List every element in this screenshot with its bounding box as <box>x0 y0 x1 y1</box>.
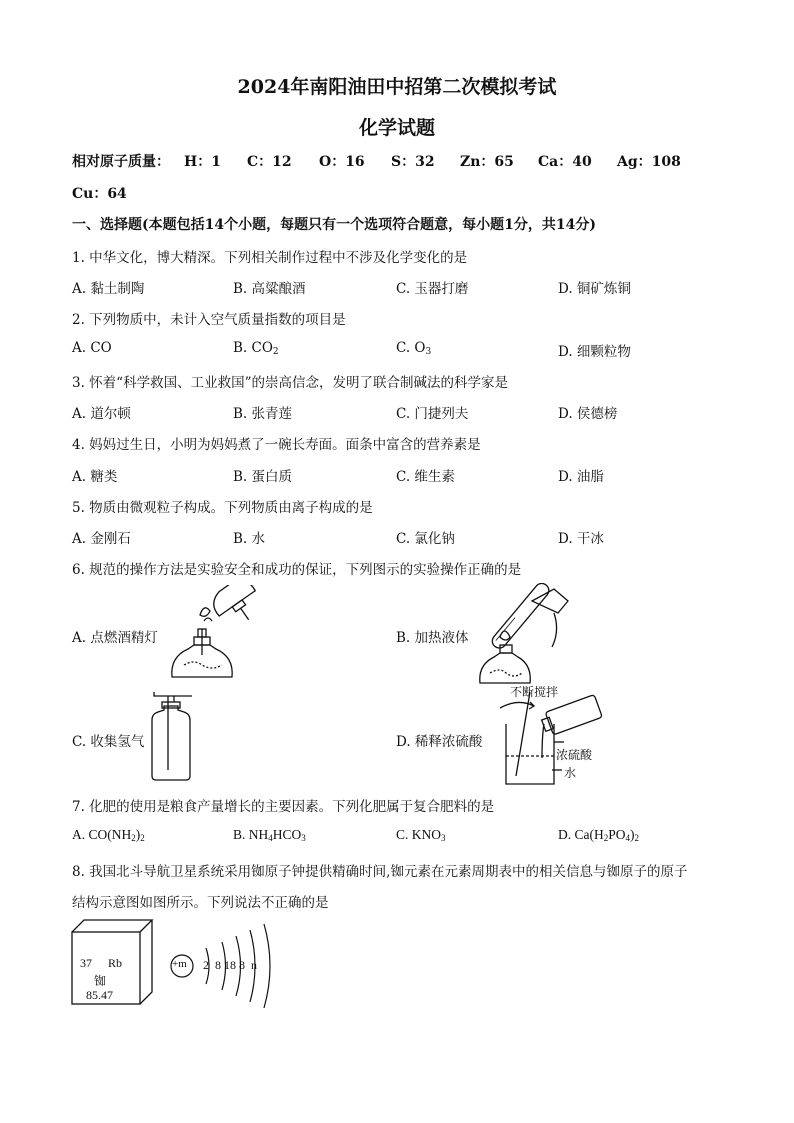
q7-option-b: B. $NH_4HCO_3$ <box>233 827 306 843</box>
question-3-stem: 3. 怀着“科学救国、工业救国”的崇高信念，发明了联合制碱法的科学家是 <box>72 375 508 391</box>
q5-option-a: A. 金刚石 <box>72 531 131 547</box>
atom-shells: 2 8 18 8 n <box>203 958 257 972</box>
q7-option-d: D. $Ca(H_2PO_4)_2$ <box>558 827 640 843</box>
q4-option-b: B. 蛋白质 <box>233 469 293 485</box>
exam-title: 2024年南阳油田中招第二次模拟考试 <box>237 76 557 98</box>
exam-subject: 化学试题 <box>358 117 435 139</box>
question-4-stem: 4. 妈妈过生日，小明为妈妈煮了一碗长寿面。面条中富含的营养素是 <box>72 437 481 453</box>
question-6-stem: 6. 规范的操作方法是实验安全和成功的保证，下列图示的实验操作正确的是 <box>72 562 522 578</box>
question-8-stem: 8. 我国北斗导航卫星系统采用铷原子钟提供精确时间,铷元素在元素周期表中的相关信息与铷原子的原子 <box>72 864 688 880</box>
question-8-stem-2: 结构示意图如图所示。下列说法不正确的是 <box>72 895 329 911</box>
figure-lighting-lamp <box>160 585 280 685</box>
q4-option-c: C. 维生素 <box>396 469 455 485</box>
element-symbol: Rb <box>108 956 123 970</box>
q1-option-d: D. 铜矿炼铜 <box>558 281 631 297</box>
question-7-stem: 7. 化肥的使用是粮食产量增长的主要因素。下列化肥属于复合肥料的是 <box>72 799 495 815</box>
q7-option-c: C. $KNO_3$ <box>396 827 446 843</box>
q6-option-c: C. 收集氢气 <box>72 734 145 750</box>
q6-option-b: B. 加热液体 <box>396 630 469 646</box>
question-1-stem: 1. 中华文化，博大精深。下列相关制作过程中不涉及化学变化的是 <box>72 250 468 266</box>
label-stir: 不断搅拌 <box>510 685 559 699</box>
q6-option-a: A. 点燃酒精灯 <box>72 630 158 646</box>
figure-collect-hydrogen <box>148 690 198 782</box>
q2-option-a: A. CO <box>72 340 112 356</box>
atomic-mass-cu: Cu：64 <box>72 186 127 202</box>
atomic-mass-o: O：16 <box>319 154 365 170</box>
atomic-mass-ag: Ag：108 <box>617 154 681 170</box>
q2-option-d: D. 细颗粒物 <box>558 344 631 360</box>
atomic-mass-zn: Zn：65 <box>460 154 514 170</box>
label-concentrated-acid: 浓硫酸 <box>556 748 593 762</box>
q1-option-c: C. 玉器打磨 <box>396 281 469 297</box>
q3-option-a: A. 道尔顿 <box>72 406 131 422</box>
q4-option-a: A. 糖类 <box>72 469 118 485</box>
figure-heating-liquid <box>470 583 580 688</box>
atomic-mass-h: H：1 <box>184 154 221 170</box>
q5-option-b: B. 水 <box>233 531 266 547</box>
q1-option-a: A. 黏土制陶 <box>72 281 145 297</box>
question-5-stem: 5. 物质由微观粒子构成。下列物质由离子构成的是 <box>72 500 373 516</box>
element-mass: 85.47 <box>86 988 113 1002</box>
element-name: 铷 <box>94 974 107 988</box>
atomic-mass-s: S：32 <box>391 154 435 170</box>
section-heading: 一、选择题(本题包括14个小题，每题只有一个选项符合题意，每小题1分，共14分) <box>72 217 596 233</box>
q6-option-d: D. 稀释浓硫酸 <box>396 734 483 750</box>
atomic-mass-ca: Ca：40 <box>538 154 592 170</box>
atom-nucleus: +m <box>172 958 187 970</box>
label-water: 水 <box>564 766 577 780</box>
q3-option-b: B. 张青莲 <box>233 406 293 422</box>
q5-option-d: D. 干冰 <box>558 531 604 547</box>
q7-option-a: A. $CO(NH_2)_2$ <box>72 827 145 843</box>
q5-option-c: C. 氯化钠 <box>396 531 455 547</box>
q2-option-b: B. $CO_2$ <box>233 340 279 357</box>
atomic-mass-c: C：12 <box>247 154 292 170</box>
q2-option-c: C. $O_3$ <box>396 340 432 357</box>
element-number: 37 <box>80 956 92 970</box>
q1-option-b: B. 高粱酿酒 <box>233 281 306 297</box>
q3-option-d: D. 侯德榜 <box>558 406 618 422</box>
q4-option-d: D. 油脂 <box>558 469 604 485</box>
question-2-stem: 2. 下列物质中，未计入空气质量指数的项目是 <box>72 312 346 328</box>
atomic-mass-label: 相对原子质量： <box>72 154 170 170</box>
q3-option-c: C. 门捷列夫 <box>396 406 469 422</box>
